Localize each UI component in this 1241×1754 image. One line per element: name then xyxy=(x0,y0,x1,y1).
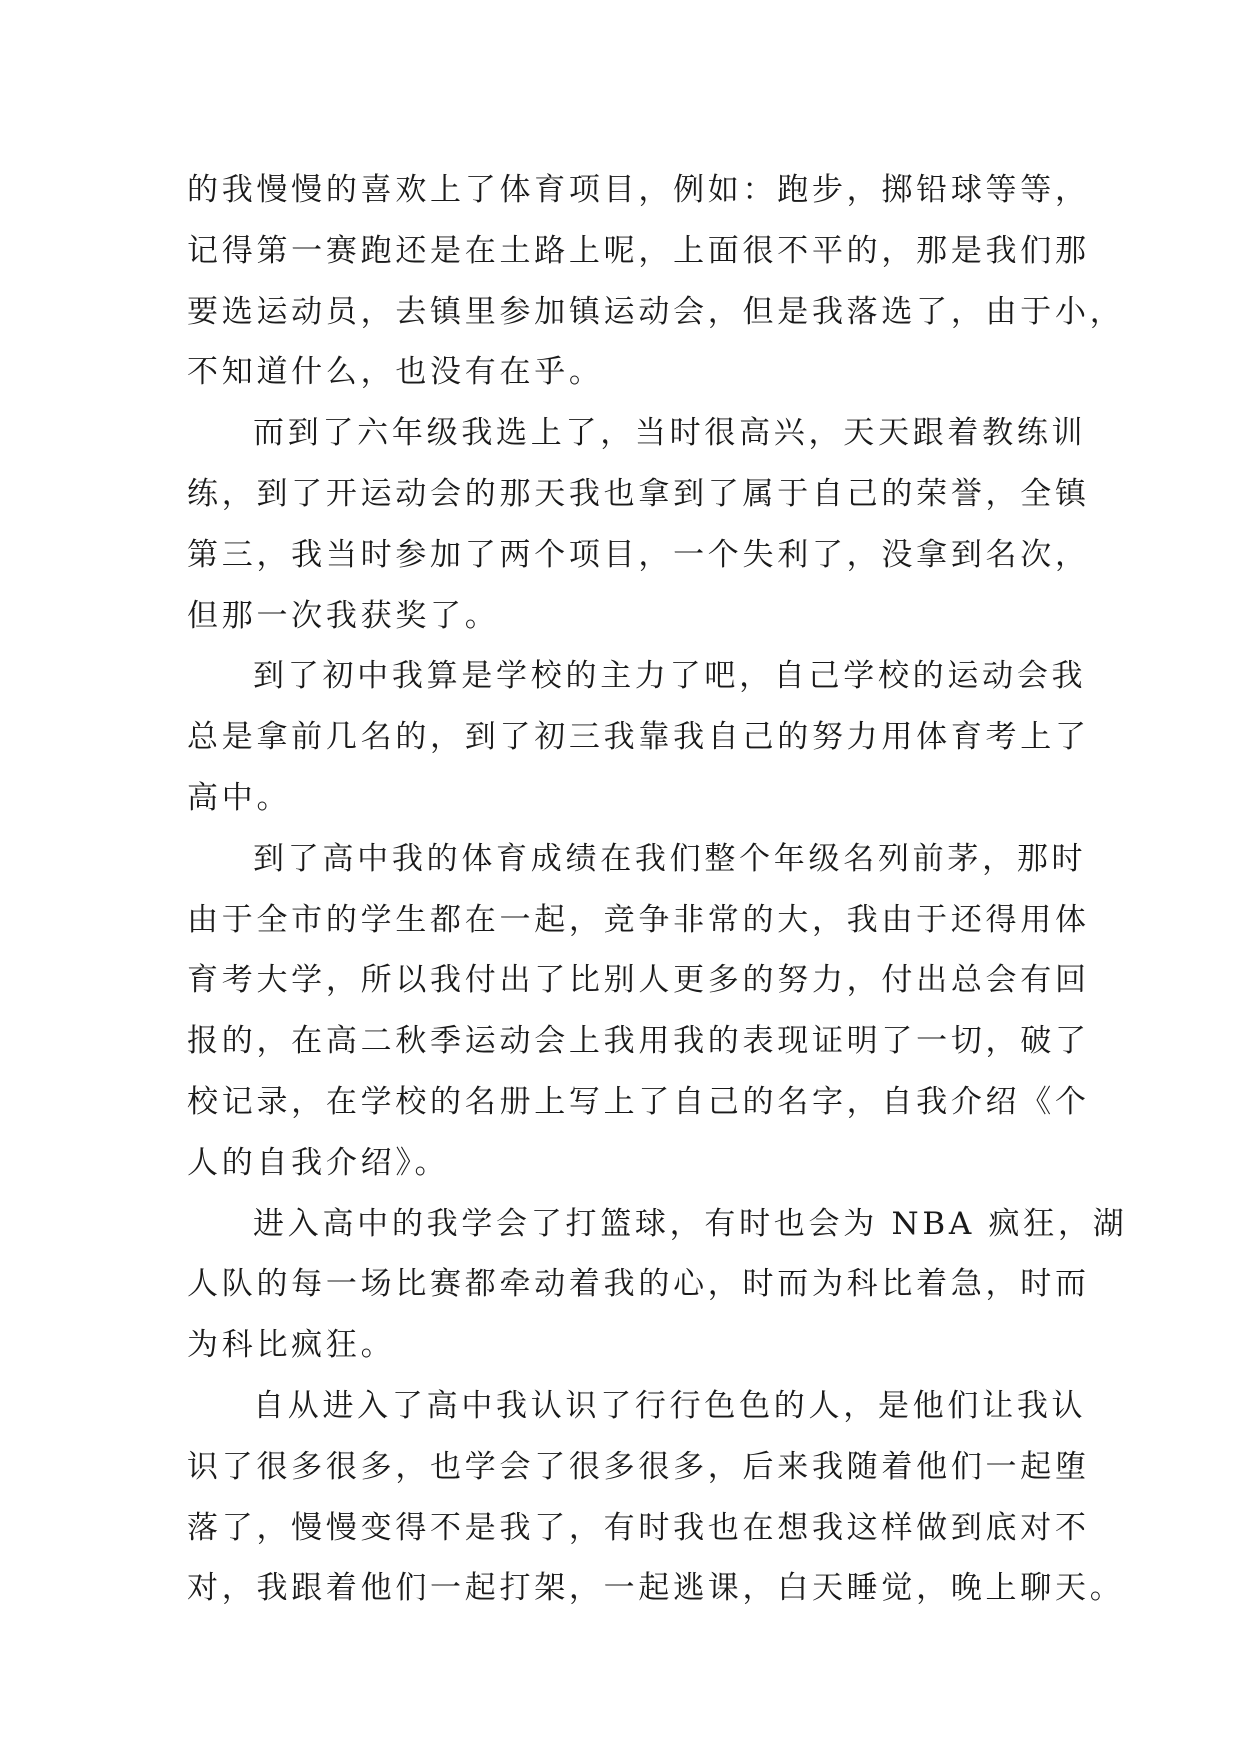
text-line: 人的自我介绍》。 xyxy=(187,1144,450,1181)
text-line: 识了很多很多，也学会了很多很多，后来我随着他们一起堕 xyxy=(187,1448,1090,1485)
text-line: 不知道什么，也没有在乎。 xyxy=(187,354,604,391)
text-line: 而到了六年级我选上了，当时很高兴，天天跟着教练训 xyxy=(253,415,1087,452)
text-line: 记得第一赛跑还是在土路上呢，上面很不平的，那是我们那 xyxy=(187,232,1090,269)
text-line: 人队的每一场比赛都牵动着我的心，时而为科比着急，时而 xyxy=(187,1266,1090,1303)
text-line: 校记录，在学校的名册上写上了自己的名字，自我介绍《个 xyxy=(187,1083,1090,1120)
paragraph xyxy=(187,1194,1128,1376)
text-line: 但那一次我获奖了。 xyxy=(187,597,500,634)
text-line: 进入高中的我学会了打篮球，有时也会为 NBA 疯狂，湖 xyxy=(253,1205,1128,1242)
text-line: 落了，慢慢变得不是我了，有时我也在想我这样做到底对不 xyxy=(187,1509,1090,1546)
body-text xyxy=(187,160,1128,1619)
text-line: 到了高中我的体育成绩在我们整个年级名列前茅，那时 xyxy=(253,840,1087,877)
text-line: 的我慢慢的喜欢上了体育项目，例如：跑步，掷铅球等等， xyxy=(187,172,1090,208)
text-line: 由于全市的学生都在一起，竞争非常的大，我由于还得用体 xyxy=(187,901,1090,938)
text-line: 报的，在高二秋季运动会上我用我的表现证明了一切，破了 xyxy=(187,1023,1090,1060)
text-line: 第三，我当时参加了两个项目，一个失利了，没拿到名次， xyxy=(187,536,1090,573)
text-line: 自从进入了高中我认识了行行色色的人，是他们让我认 xyxy=(253,1387,1087,1424)
text-line: 总是拿前几名的，到了初三我靠我自己的努力用体育考上了 xyxy=(187,719,1090,756)
text-line: 育考大学，所以我付出了比别人更多的努力，付出总会有回 xyxy=(187,962,1090,999)
text-line: 高中。 xyxy=(187,779,292,816)
paragraph xyxy=(187,1376,1125,1619)
paragraph xyxy=(187,160,1125,403)
text-line: 要选运动员，去镇里参加镇运动会，但是我落选了，由于小， xyxy=(187,293,1125,330)
paragraph xyxy=(187,646,1090,828)
text-line: 练，到了开运动会的那天我也拿到了属于自己的荣誉，全镇 xyxy=(187,475,1090,512)
text-line: 为科比疯狂。 xyxy=(187,1327,396,1364)
text-line: 到了初中我算是学校的主力了吧，自己学校的运动会我 xyxy=(253,658,1087,695)
text-line: 对，我跟着他们一起打架，一起逃课，白天睡觉，晚上聊天。 xyxy=(187,1570,1125,1607)
paragraph xyxy=(187,403,1090,646)
paragraph xyxy=(187,829,1090,1194)
